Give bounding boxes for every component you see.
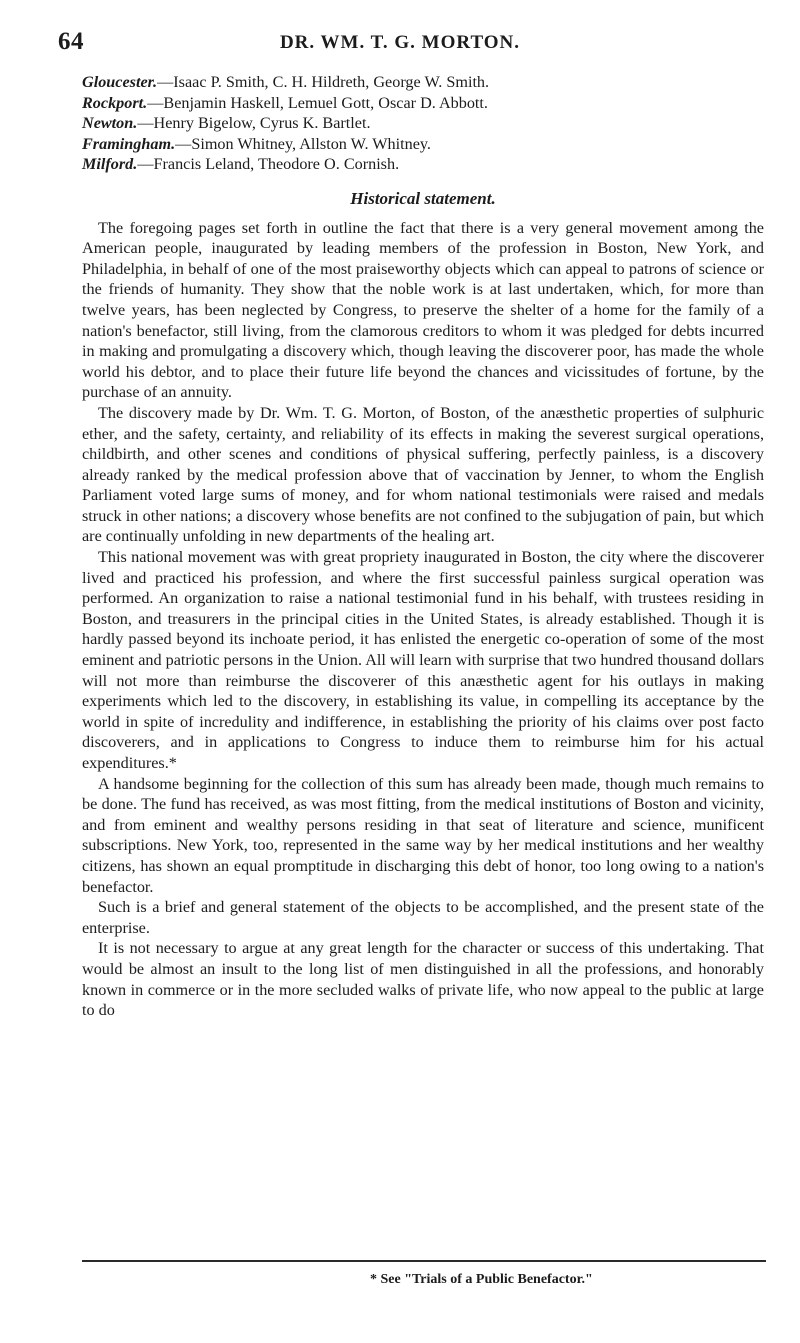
committee-town: Newton. <box>82 114 138 133</box>
committee-town: Rockport. <box>82 93 148 112</box>
footnote: * See "Trials of a Public Benefactor." <box>370 1272 593 1287</box>
committee-line <box>82 154 764 175</box>
committee-members: —Simon Whitney, Allston W. Whitney. <box>175 134 431 153</box>
committee-town: Milford. <box>82 155 138 174</box>
committee-line <box>82 113 764 134</box>
committee-town: Gloucester. <box>82 73 158 91</box>
committee-members: —Benjamin Haskell, Lemuel Gott, Oscar D. Abbott. <box>147 93 488 112</box>
section-heading: Historical statement. <box>350 188 496 208</box>
running-head: DR. WM. T. G. MORTON. <box>279 32 521 53</box>
committee-line <box>82 93 764 114</box>
body-paragraph: It is not necessary to argue at any great length for the character or success of this undertaking. That would be almost an insult to the long list of men distinguished in all the professions, and honorably known in commerce or in the more secluded walks of private life, who now appeal to the public at large to do <box>82 939 764 1020</box>
footnote-divider <box>82 1260 766 1262</box>
committee-town: Framingham. <box>82 134 176 153</box>
page-body <box>82 72 764 1021</box>
body-paragraph: Such is a brief and general statement of the objects to be accomplished, and the present state of the enterprise. <box>82 898 764 937</box>
committee-line <box>82 134 764 155</box>
body-paragraph: This national movement was with great propriety inaugurated in Boston, the city where the discoverer lived and practiced his profession, and where the first successful painless surgical operation was performed. An organization to raise a national testimonial fund in his behalf, with trustees residing in Boston, and treasurers in the principal cities in the United States, is already established. Though it is hardly passed beyond its inchoate period, it has enlisted the energetic co-operation of some of the most eminent and patriotic persons in the Union. All will learn with surprise that two hundred thousand dollars will not more than reimburse the discoverer of this anæsthetic agent for his outlays in making experiments which led to the discovery, in establishing its value, in compelling its acceptance by the world in spite of incredulity and indifference, in establishing the priority of his claims over post facto discoverers, and in applications to Congress to induce them to reimburse him for his actual expenditures.* <box>82 548 765 772</box>
body-paragraph: The foregoing pages set forth in outline the fact that there is a very general movement among the American people, inaugurated by leading members of the profession in Boston, New York, and Philadelphia, in behalf of one of the most praiseworthy objects which can appeal to patrons of science or the friends of humanity. They show that the noble work is at last undertaken, which, for more than twelve years, has been neglected by Congress, to preserve the shelter of a home for the family of a nation's benefactor, still living, from the clamorous creditors to whom it was pledged for debts incurred in making and promulgating a discovery which, though leaving the discoverer poor, has made the whole world his debtor, and to place their future life beyond the chances and vicissitudes of fortune, by the purchase of an annuity. <box>82 218 764 402</box>
committee-members: —Francis Leland, Theodore O. Cornish. <box>137 155 400 174</box>
body-paragraph: The discovery made by Dr. Wm. T. G. Morton, of Boston, of the anæsthetic properties of sulphuric ether, and the safety, certainty, and reliability of its effects in making the severest surgical operations, childbirth, and other scenes and conditions of physical suffering, perfectly painless, is a discovery already ranked by the medical profession above that of vaccination by Jenner, to whom the English Parliament voted large sums of money, and for whom national testimonials were raised and medals struck in other nations; a discovery whose benefits are not confined to the subjugation of pain, but which are continually unfolding in new departments of the healing art. <box>82 403 764 546</box>
body-paragraph: A handsome beginning for the collection of this sum has already been made, though much remains to be done. The fund has received, as was most fitting, from the medical institutions of Boston and vicinity, and from eminent and wealthy persons residing in that seat of literature and science, munificent subscriptions. New York, too, represented in the same way by her medical institutions and her wealthy citizens, has shown an equal promptitude in discharging this debt of honor, too long owing to a nation's benefactor. <box>82 774 764 896</box>
committee-line <box>82 72 764 93</box>
committee-members: —Isaac P. Smith, C. H. Hildreth, George W. Smith. <box>157 73 490 91</box>
page-number: 64 <box>58 28 84 55</box>
committee-members: —Henry Bigelow, Cyrus K. Bartlet. <box>137 114 371 133</box>
